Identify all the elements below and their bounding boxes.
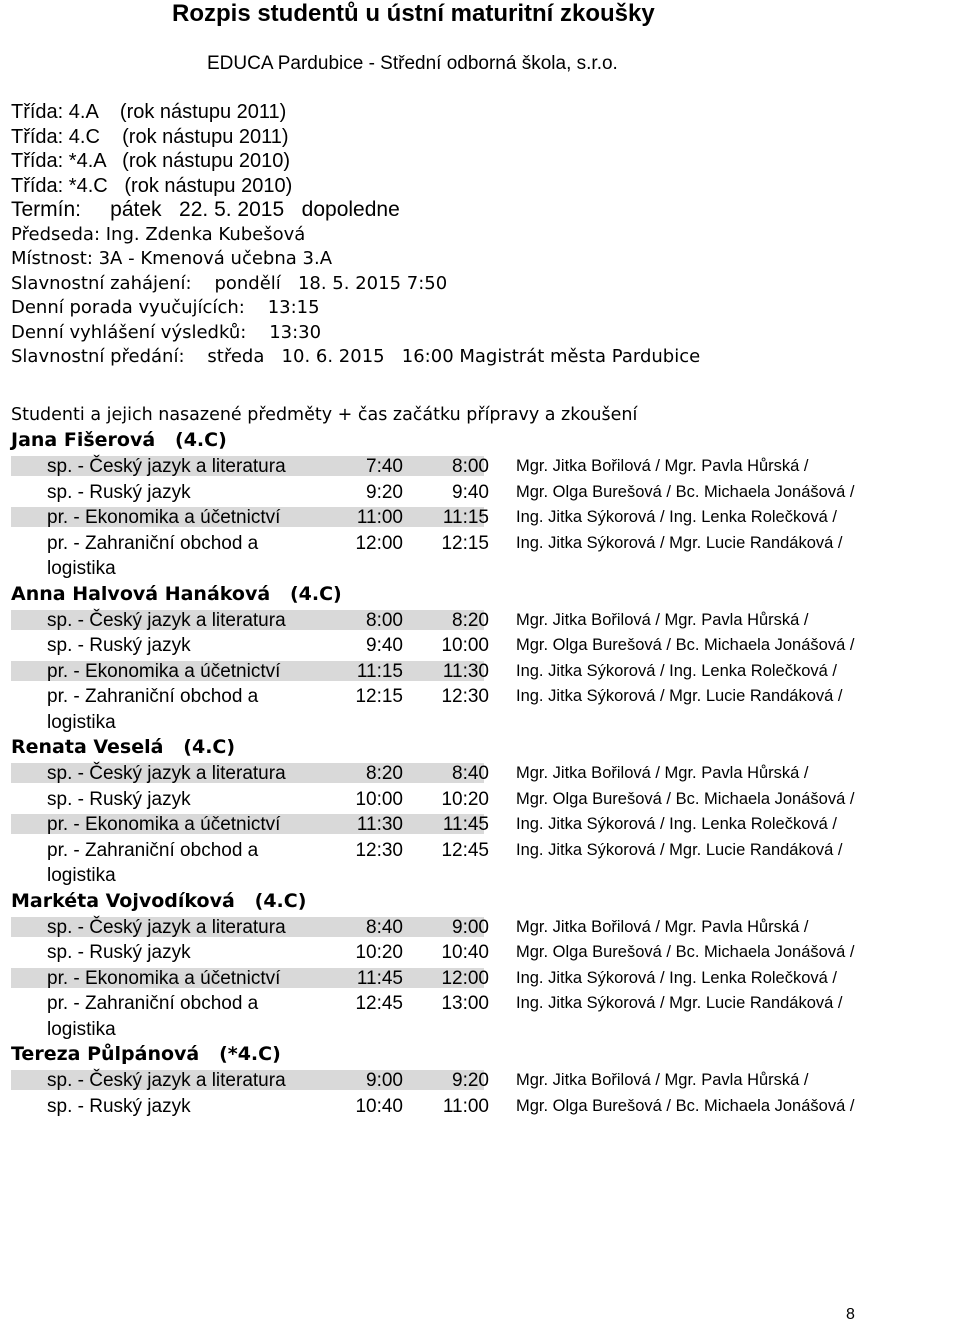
- examiners: Ing. Jitka Sýkorová / Ing. Lenka Rolečková /: [516, 815, 838, 833]
- subject-text: pr. - Ekonomika a účetnictví: [47, 507, 281, 528]
- prep-time: 12:30: [355, 839, 403, 861]
- subject-name: [47, 915, 347, 941]
- subject-name: [47, 812, 347, 838]
- student-name: Markéta Vojvodíková (4.C): [11, 889, 307, 912]
- subject-row: [11, 454, 951, 480]
- subject-name: [47, 838, 347, 889]
- subject-name: [47, 940, 347, 966]
- subject-text: pr. - Zahraniční obchod a: [47, 532, 259, 554]
- subject-name: [47, 633, 347, 659]
- subject-row: [11, 633, 951, 659]
- subject-row: [11, 684, 951, 735]
- prep-time: 8:40: [366, 916, 403, 938]
- subject-text: sp. - Ruský jazyk: [47, 942, 191, 963]
- subject-row: [11, 1068, 951, 1094]
- student-block: [11, 1042, 951, 1119]
- subject-row: [11, 838, 951, 889]
- prep-time: 10:00: [355, 788, 403, 810]
- examiners: Ing. Jitka Sýkorová / Ing. Lenka Rolečková /: [516, 661, 838, 680]
- room-line: Místnost: 3A - Kmenová učebna 3.A: [11, 248, 333, 269]
- teacher-meeting-line: Denní porada vyučujících: 13:15: [11, 297, 320, 318]
- document-title: Rozpis studentů u ústní maturitní zkoušky: [172, 0, 655, 27]
- subject-row: [11, 608, 951, 634]
- prep-time: 8:20: [366, 763, 403, 784]
- prep-time: 10:20: [355, 942, 403, 963]
- examiners: Ing. Jitka Sýkorová / Mgr. Lucie Randáková /: [516, 687, 843, 705]
- student-block: [11, 428, 951, 582]
- prep-time: 11:00: [356, 507, 403, 528]
- chairman-line: Předseda: Ing. Zdenka Kubešová: [11, 223, 306, 245]
- student-name: Tereza Půlpánová (*4.C): [11, 1043, 281, 1065]
- exam-time: 12:15: [441, 532, 489, 554]
- subject-name: [47, 505, 347, 531]
- examiners: Mgr. Jitka Bořilová / Mgr. Pavla Hůrská /: [516, 610, 809, 629]
- page-number: 8: [846, 1306, 855, 1323]
- prep-time: 7:40: [366, 456, 403, 477]
- examiners: Mgr. Olga Burešová / Bc. Michaela Jonášová /: [516, 943, 855, 961]
- subject-text: sp. - Český jazyk a literatura: [47, 456, 286, 477]
- examiners: Mgr. Jitka Bořilová / Mgr. Pavla Hůrská /: [516, 457, 809, 475]
- class-line-4: Třída: *4.C (rok nástupu 2010): [11, 174, 293, 197]
- subject-row: [11, 940, 951, 966]
- ceremony-line: Slavnostní předání: středa 10. 6. 2015 16:00 Magistrát města Pardubice: [11, 346, 701, 367]
- subject-row: [11, 480, 951, 506]
- subject-text-continued: logistika: [47, 865, 116, 886]
- subject-row: [11, 659, 951, 685]
- prep-time: 9:40: [366, 635, 403, 656]
- exam-date-line: Termín: pátek 22. 5. 2015 dopoledne: [11, 198, 400, 221]
- prep-time: 12:45: [355, 993, 403, 1014]
- school-name: EDUCA Pardubice - Střední odborná škola, s.r.o.: [207, 53, 618, 74]
- subject-text-continued: logistika: [47, 1018, 116, 1040]
- student-block: [11, 735, 951, 889]
- subject-row: [11, 531, 951, 582]
- subject-text: sp. - Český jazyk a literatura: [47, 1070, 286, 1091]
- subject-text: pr. - Zahraniční obchod a: [47, 839, 259, 861]
- examiners: Mgr. Jitka Bořilová / Mgr. Pavla Hůrská /: [516, 917, 809, 936]
- prep-time: 12:15: [355, 686, 403, 707]
- examiners: Mgr. Jitka Bořilová / Mgr. Pavla Hůrská /: [516, 764, 809, 782]
- student-name: Anna Halvová Hanáková (4.C): [11, 582, 342, 605]
- student-block: [11, 582, 951, 736]
- results-announcement-line: Denní vyhlášení výsledků: 13:30: [11, 321, 322, 343]
- subject-text: sp. - Ruský jazyk: [47, 481, 191, 503]
- examiners: Ing. Jitka Sýkorová / Mgr. Lucie Randáková /: [516, 533, 843, 552]
- prep-time: 8:00: [366, 609, 403, 631]
- exam-time: 8:20: [452, 609, 489, 631]
- subject-row: [11, 812, 951, 838]
- subject-text: sp. - Český jazyk a literatura: [47, 916, 286, 938]
- examiners: Mgr. Jitka Bořilová / Mgr. Pavla Hůrská /: [516, 1071, 809, 1089]
- exam-info-block: [11, 100, 700, 370]
- exam-time: 11:30: [442, 660, 489, 682]
- examiners: Ing. Jitka Sýkorová / Ing. Lenka Rolečková /: [516, 508, 838, 526]
- examiners: Mgr. Olga Burešová / Bc. Michaela Jonášová /: [516, 1096, 855, 1115]
- examiners: Ing. Jitka Sýkorová / Mgr. Lucie Randáková /: [516, 840, 843, 859]
- examiners: Ing. Jitka Sýkorová / Mgr. Lucie Randáková /: [516, 994, 843, 1012]
- subject-text: sp. - Ruský jazyk: [47, 635, 191, 656]
- subject-name: [47, 480, 347, 506]
- subject-name: [47, 684, 347, 735]
- subject-name: [47, 1068, 347, 1094]
- subject-row: [11, 915, 951, 941]
- subject-row: [11, 505, 951, 531]
- exam-time: 10:00: [441, 635, 489, 656]
- subject-text-continued: logistika: [47, 558, 116, 579]
- subject-name: [47, 787, 347, 813]
- exam-time: 8:40: [452, 763, 489, 784]
- examiners: Mgr. Olga Burešová / Bc. Michaela Jonášová /: [516, 482, 855, 501]
- prep-time: 9:00: [366, 1070, 403, 1091]
- exam-time: 11:15: [442, 507, 489, 528]
- exam-time: 9:40: [452, 481, 489, 503]
- subject-row: [11, 991, 951, 1042]
- exam-time: 12:45: [441, 839, 489, 861]
- prep-time: 10:40: [355, 1095, 403, 1117]
- prep-time: 12:00: [355, 532, 403, 554]
- subject-name: [47, 1094, 347, 1120]
- exam-time: 10:20: [441, 788, 489, 810]
- subject-row: [11, 761, 951, 787]
- subject-text: sp. - Ruský jazyk: [47, 1095, 191, 1117]
- subject-name: [47, 761, 347, 787]
- subject-row: [11, 966, 951, 992]
- prep-time: 11:45: [356, 967, 403, 989]
- exam-time: 12:00: [441, 967, 489, 989]
- subject-text: pr. - Ekonomika a účetnictví: [47, 660, 281, 682]
- student-block: [11, 889, 951, 1043]
- subject-name: [47, 966, 347, 992]
- exam-time: 12:30: [441, 686, 489, 707]
- subject-text: sp. - Ruský jazyk: [47, 788, 191, 810]
- subject-row: [11, 1094, 951, 1120]
- prep-time: 11:15: [356, 660, 403, 682]
- subject-text: pr. - Ekonomika a účetnictví: [47, 967, 281, 989]
- examiners: Ing. Jitka Sýkorová / Ing. Lenka Rolečková /: [516, 968, 838, 987]
- opening-line: Slavnostní zahájení: pondělí 18. 5. 2015 7:50: [11, 272, 448, 294]
- student-name: Jana Fišerová (4.C): [11, 429, 227, 451]
- subject-text: pr. - Zahraniční obchod a: [47, 993, 259, 1014]
- exam-time: 10:40: [441, 942, 489, 963]
- examiners: Mgr. Olga Burešová / Bc. Michaela Jonášová /: [516, 789, 855, 808]
- subject-text: sp. - Český jazyk a literatura: [47, 609, 286, 631]
- students-heading: Studenti a jejich nasazené předměty + čas začátku přípravy a zkoušení: [11, 405, 638, 425]
- student-name: Renata Veselá (4.C): [11, 736, 236, 758]
- class-line-1: Třída: 4.A (rok nástupu 2011): [11, 101, 287, 123]
- prep-time: 11:30: [356, 814, 403, 835]
- exam-time: 9:20: [452, 1070, 489, 1091]
- exam-time: 8:00: [452, 456, 489, 477]
- subject-name: [47, 608, 347, 634]
- exam-time: 11:45: [442, 814, 489, 835]
- class-line-2: Třída: 4.C (rok nástupu 2011): [11, 125, 289, 148]
- subject-text: pr. - Zahraniční obchod a: [47, 686, 259, 707]
- prep-time: 9:20: [366, 481, 403, 503]
- exam-time: 9:00: [452, 916, 489, 938]
- subject-row: [11, 787, 951, 813]
- subject-text: pr. - Ekonomika a účetnictví: [47, 814, 281, 835]
- class-line-3: Třída: *4.A (rok nástupu 2010): [11, 150, 291, 172]
- subject-text-continued: logistika: [47, 711, 116, 733]
- exam-time: 11:00: [442, 1095, 489, 1117]
- subject-name: [47, 659, 347, 685]
- exam-time: 13:00: [441, 993, 489, 1014]
- student-list: [11, 428, 951, 1119]
- subject-name: [47, 991, 347, 1042]
- examiners: Mgr. Olga Burešová / Bc. Michaela Jonášová /: [516, 636, 855, 654]
- subject-name: [47, 454, 347, 480]
- subject-name: [47, 531, 347, 582]
- subject-text: sp. - Český jazyk a literatura: [47, 763, 286, 784]
